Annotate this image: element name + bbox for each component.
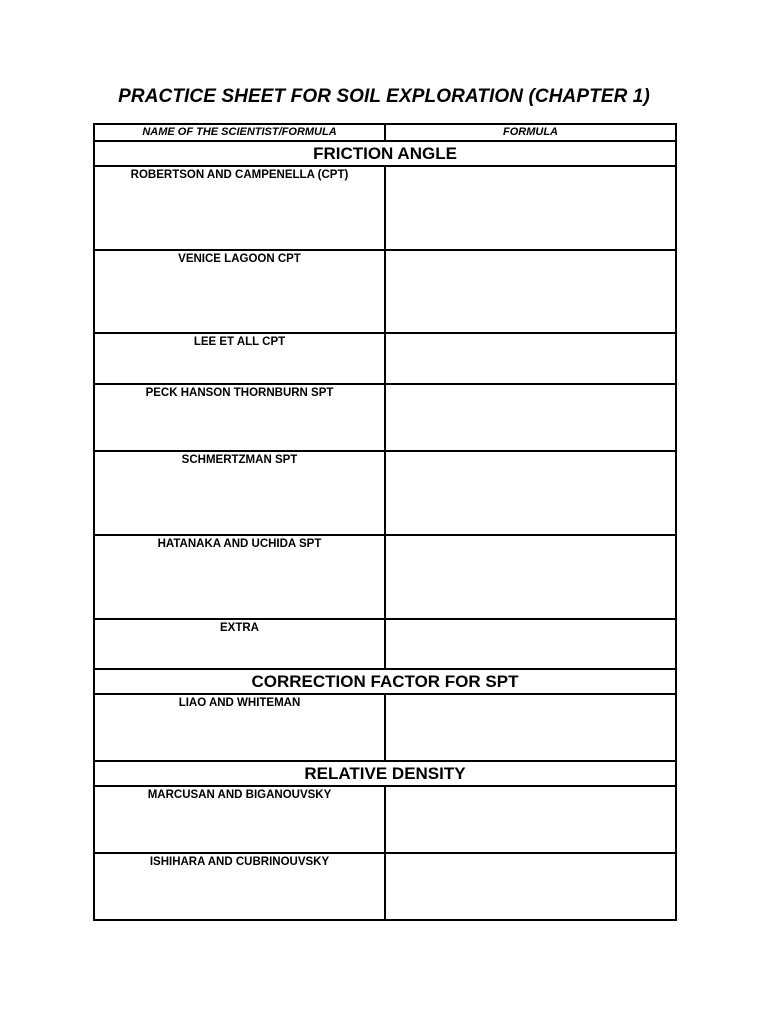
scientist-name: LIAO AND WHITEMAN xyxy=(178,697,301,709)
practice-table xyxy=(93,123,677,921)
formula-cell[interactable] xyxy=(385,250,676,333)
section-row-relative-density xyxy=(94,761,676,786)
table-row xyxy=(94,451,676,535)
formula-cell[interactable] xyxy=(385,166,676,250)
header-row xyxy=(94,124,676,141)
scientist-name-cell xyxy=(94,853,385,920)
page-title: PRACTICE SHEET FOR SOIL EXPLORATION (CHAPTER 1) xyxy=(118,86,650,107)
scientist-name-cell xyxy=(94,451,385,535)
scientist-name-cell xyxy=(94,333,385,384)
table-row xyxy=(94,166,676,250)
formula-cell[interactable] xyxy=(385,535,676,619)
table-row xyxy=(94,384,676,451)
header-name-column: NAME OF THE SCIENTIST/FORMULA xyxy=(94,124,385,141)
table-row xyxy=(94,853,676,920)
scientist-name-cell xyxy=(94,786,385,853)
scientist-name-cell xyxy=(94,250,385,333)
scientist-name: SCHMERTZMAN SPT xyxy=(181,454,298,466)
scientist-name: PECK HANSON THORNBURN SPT xyxy=(145,387,334,399)
table-row xyxy=(94,333,676,384)
formula-cell[interactable] xyxy=(385,619,676,669)
section-row-friction-angle xyxy=(94,141,676,166)
scientist-name: ROBERTSON AND CAMPENELLA (CPT) xyxy=(130,169,349,181)
section-title-correction-factor: CORRECTION FACTOR FOR SPT xyxy=(94,669,676,694)
formula-cell[interactable] xyxy=(385,333,676,384)
formula-cell[interactable] xyxy=(385,694,676,761)
table-row xyxy=(94,619,676,669)
table-row xyxy=(94,786,676,853)
header-formula-column: FORMULA xyxy=(385,124,676,141)
scientist-name-cell xyxy=(94,535,385,619)
scientist-name: VENICE LAGOON CPT xyxy=(178,253,301,265)
table-row xyxy=(94,694,676,761)
scientist-name: ISHIHARA AND CUBRINOUVSKY xyxy=(149,856,330,868)
scientist-name-cell xyxy=(94,166,385,250)
formula-cell[interactable] xyxy=(385,451,676,535)
section-row-correction-factor xyxy=(94,669,676,694)
scientist-name: LEE ET ALL CPT xyxy=(193,336,286,348)
scientist-name-cell xyxy=(94,694,385,761)
section-title-relative-density: RELATIVE DENSITY xyxy=(94,761,676,786)
formula-cell[interactable] xyxy=(385,853,676,920)
scientist-name: HATANAKA AND UCHIDA SPT xyxy=(157,538,322,550)
scientist-name-cell xyxy=(94,619,385,669)
table-row xyxy=(94,535,676,619)
formula-cell[interactable] xyxy=(385,786,676,853)
section-title-friction-angle: FRICTION ANGLE xyxy=(94,141,676,166)
scientist-name: MARCUSAN AND BIGANOUVSKY xyxy=(147,789,332,801)
table-row xyxy=(94,250,676,333)
scientist-name: EXTRA xyxy=(220,622,259,634)
formula-cell[interactable] xyxy=(385,384,676,451)
scientist-name-cell xyxy=(94,384,385,451)
